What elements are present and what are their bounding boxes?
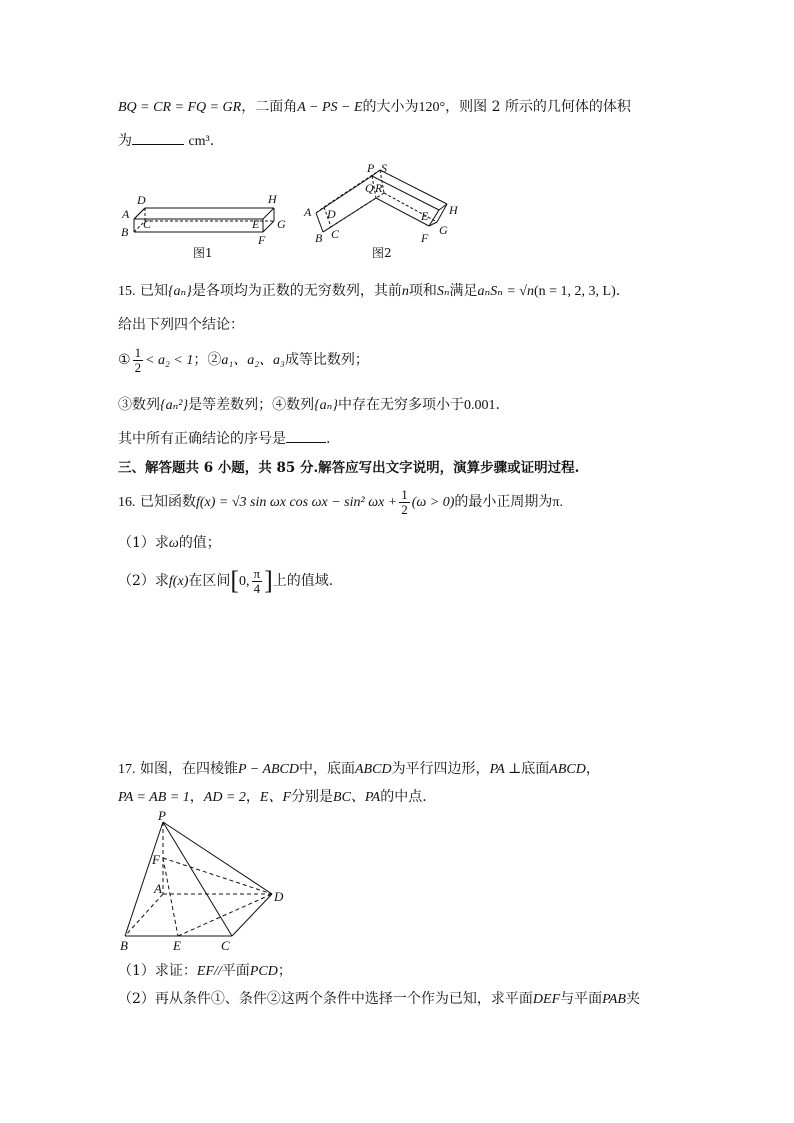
q15-conclusion-3-seq: {aₙ²}: [160, 398, 189, 413]
q16-text: 的最小正周期为: [454, 494, 553, 511]
q17-text2: 中，底面: [299, 761, 355, 777]
q16-part1-label: （1）求: [118, 535, 169, 551]
q17-line2: [118, 786, 427, 806]
q15-range: (n = 1, 2, 3, L): [534, 284, 616, 299]
q15-intro: 已知: [139, 283, 168, 299]
fig2-label-F: F: [421, 231, 429, 245]
q17-text1: 如图，在四棱锥: [139, 761, 238, 777]
q17-perp: PA ⊥: [489, 762, 522, 777]
fig1-label-H: H: [268, 192, 277, 206]
fig2-label-S: S: [381, 161, 387, 175]
q15-fraction-den: 2: [134, 359, 142, 375]
q14-line1: [118, 96, 631, 116]
q16-interval-low: 0,: [239, 574, 250, 589]
q16-interval-num: π: [253, 565, 261, 581]
fig2-label-H: H: [449, 203, 458, 217]
fig2-label-C: C: [331, 227, 340, 241]
q14-text: ，二面角: [241, 99, 298, 115]
fig2-label-E: E: [421, 209, 429, 223]
q17-eq2: AD = 2: [203, 790, 246, 805]
q16-interval-high: [252, 567, 263, 595]
q17-text5: ，: [585, 761, 600, 777]
q15-fraction: [133, 346, 144, 374]
q17-line1: [118, 758, 600, 778]
q17-fig-label-E: E: [173, 938, 181, 953]
figure-1-box: [134, 208, 263, 270]
q15-question: 其中所有正确结论的序号是: [118, 431, 286, 447]
q17-part2-text: 与平面: [560, 991, 603, 1007]
fig1-label-D: D: [137, 193, 146, 207]
q17-part1: [118, 960, 292, 980]
fig2-label-B: B: [315, 231, 323, 245]
q16-left-bracket: [: [230, 566, 240, 595]
q15-end: .: [615, 283, 621, 299]
fig1-caption: 图1: [193, 246, 213, 260]
q16-intro: 已知函数: [139, 494, 196, 511]
q15-condition: aₙSₙ = √n: [477, 284, 534, 299]
q16-part1-end: 的值；: [178, 535, 221, 551]
q16-fraction-num: 1: [401, 487, 408, 502]
q17-text4: 底面: [521, 761, 550, 777]
fig2-label-P: P: [367, 161, 375, 175]
q15-conclusion-4: 中存在无穷多项小于: [337, 397, 464, 413]
q14-line2: [118, 130, 214, 150]
q17-sep1: ，: [189, 789, 204, 805]
q14-text2: 的大小为: [362, 99, 419, 115]
q14-end: .: [209, 133, 215, 149]
q17-fig-label-D: D: [274, 889, 284, 904]
q17-fig-label-C: C: [221, 938, 230, 953]
fig1-label-F: F: [258, 233, 266, 247]
q14-equal-segments: BQ = CR = FQ = GR: [118, 100, 242, 115]
q15-text1: 是各项均为正数的无穷数列，其前: [191, 283, 402, 299]
q15-number: 15.: [118, 284, 136, 299]
q16-fx: f(x): [168, 574, 189, 589]
q15-conclusion-2: 成等比数列；: [284, 352, 369, 369]
q17-part2-end: 夹: [625, 991, 640, 1007]
q17-base: ABCD: [355, 762, 392, 777]
q15-conclusions-1-2: [118, 346, 369, 374]
q17-sep2: ，: [245, 789, 260, 805]
q16-number: 16.: [118, 495, 136, 511]
q17-fig-label-P: P: [158, 808, 166, 823]
q15-end-2: .: [495, 397, 500, 413]
figure-1-2: [0, 160, 794, 270]
fig2-label-R: R: [375, 181, 383, 195]
q17-number: 17.: [118, 762, 136, 777]
q17-part2-label: （2）再从条件①、条件②这两个条件中选择一个作为已知，求平面: [118, 991, 533, 1007]
q16-fraction-den: 2: [401, 501, 408, 517]
q17-plane-pab: PAB: [602, 992, 626, 1007]
q16-part2-text: 在区间: [188, 573, 231, 589]
q15-sn: Sₙ: [436, 284, 450, 299]
q17-eq1: PA = AB = 1: [118, 790, 190, 805]
q16-condition: (ω > 0): [411, 495, 455, 511]
q17-part2: [118, 988, 640, 1008]
q15-n: n: [401, 284, 409, 299]
q16-right-bracket: ]: [264, 566, 273, 595]
fig1-label-E: E: [252, 217, 260, 231]
q17-text3: 为平行四边形，: [391, 761, 490, 777]
q16-function: f(x) = √3 sin ωx cos ωx − sin² ωx +: [195, 495, 398, 511]
q15-line1: [118, 280, 620, 300]
q15-ask: [118, 428, 330, 448]
q15-prompt: 给出下列四个结论：: [118, 317, 244, 333]
q14-prefix: 为: [118, 133, 132, 149]
q17-plane-pcd: PCD: [249, 964, 278, 979]
q17-end: 的中点.: [380, 789, 427, 805]
q17-pyramid: P − ABCD: [237, 762, 299, 777]
q15-sep: ；②: [193, 352, 222, 369]
q16-fraction: [399, 488, 410, 516]
q15-mark-1: ①: [118, 352, 131, 369]
q15-question-end: .: [326, 431, 331, 447]
q17-pyramid-figure: [0, 808, 794, 958]
q16-part2-label: （2）求: [118, 573, 169, 589]
q15-conclusion-2-terms: a₁、a₂、a₃: [221, 353, 285, 369]
q17-ef: E、F: [259, 790, 292, 805]
q17-base2: ABCD: [549, 762, 586, 777]
q15-text2: 项和: [408, 283, 437, 299]
q16-interval-den: 4: [253, 580, 261, 596]
q15-conclusion-3: 是等差数列；④数列: [188, 397, 315, 413]
q14-unit: cm³: [188, 134, 210, 149]
section-3-header: 三、解答题共 6 小题，共 85 分.解答应写出文字说明，演算步骤或证明过程.: [118, 460, 580, 476]
q17-fig-label-B: B: [120, 938, 128, 953]
fig1-label-A: A: [122, 207, 130, 221]
q17-fig-label-A: A: [154, 881, 162, 896]
q17-ef-parallel: EF//: [196, 964, 222, 979]
q15-fraction-num: 1: [134, 345, 142, 360]
q16-line1: [118, 488, 563, 516]
q14-answer-blank[interactable]: [132, 144, 184, 145]
q16-part2: [118, 566, 333, 596]
q14-text3: ，则图 2 所示的几何体的体积: [445, 99, 631, 115]
fig1-label-G: G: [277, 217, 286, 231]
q15-value: 0.001: [463, 398, 496, 413]
fig2-label-G: G: [439, 223, 448, 237]
q16-period: π.: [552, 495, 563, 511]
q17-plane-def: DEF: [532, 992, 561, 1007]
q17-bc-pa: BC、PA: [333, 790, 381, 805]
q15-conclusion-4-seq: {aₙ}: [314, 398, 338, 413]
q17-part1-end: ；: [277, 963, 292, 979]
q14-dihedral: A − PS − E: [297, 100, 363, 115]
fig1-label-B: B: [121, 225, 129, 239]
q16-omega: ω: [168, 536, 179, 551]
q16-part2-end: 上的值域.: [272, 573, 334, 589]
q16-part1: [118, 532, 221, 552]
q15-answer-blank[interactable]: [286, 442, 326, 443]
q17-fig-label-F: F: [152, 852, 160, 867]
fig1-label-C: C: [143, 217, 152, 231]
q15-mark-3: ③数列: [118, 397, 160, 413]
q17-part1-label: （1）求证：: [118, 963, 197, 979]
q17-text6: 分别是: [291, 789, 334, 805]
fig2-label-A: A: [304, 205, 312, 219]
q17-plane-word: 平面: [221, 963, 250, 979]
fig2-label-D: D: [327, 207, 336, 221]
q15-text3: 满足: [449, 283, 478, 299]
q14-angle-value: 120°: [418, 100, 446, 115]
fig2-caption: 图2: [372, 246, 392, 260]
fig2-label-Q: Q: [365, 181, 374, 195]
q15-sequence: {aₙ}: [167, 284, 192, 299]
q15-conclusion-1: < a₂ < 1: [145, 353, 194, 369]
q15-conclusions-3-4: [118, 394, 500, 414]
q15-line2: [118, 314, 244, 334]
